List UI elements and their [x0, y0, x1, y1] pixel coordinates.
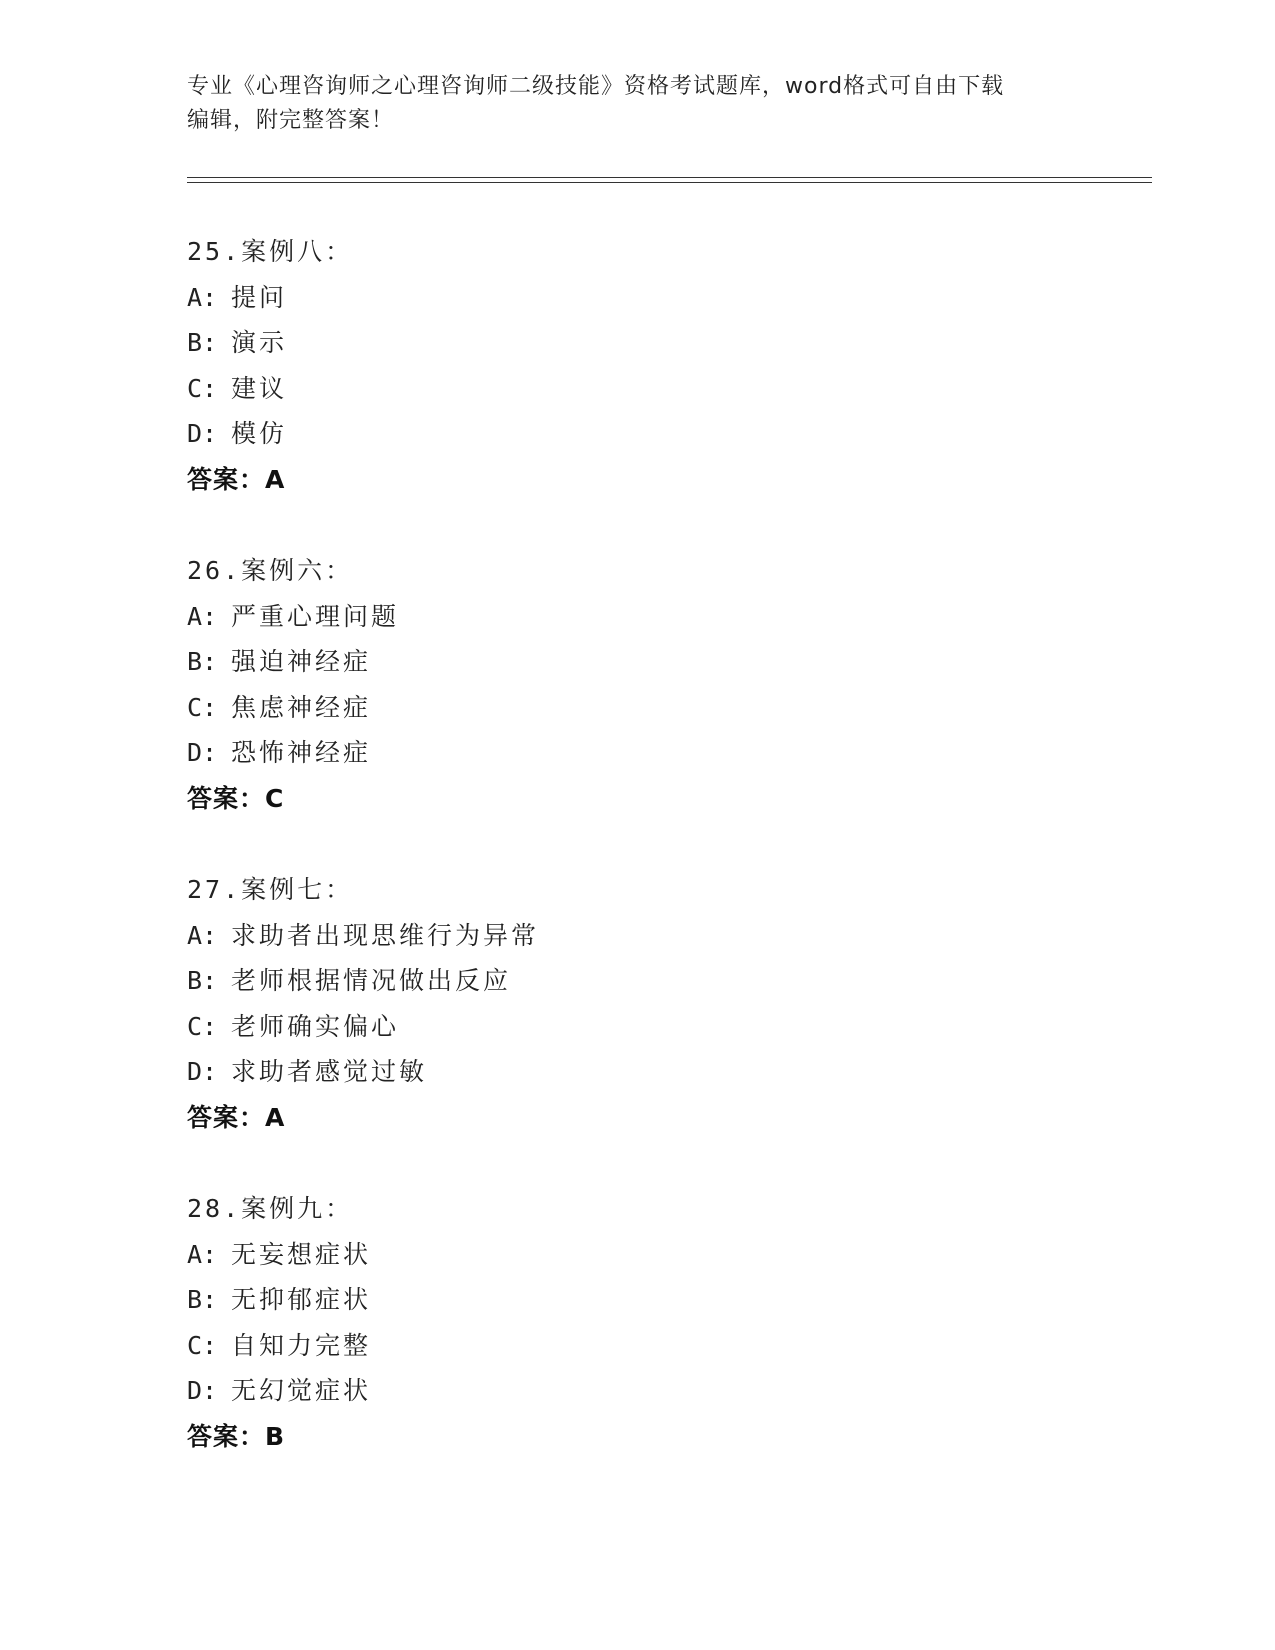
option-letter: C: — [187, 1330, 218, 1360]
option-text: 恐怖神经症 — [231, 738, 372, 767]
option-text: 强迫神经症 — [231, 647, 372, 676]
option-d — [187, 1049, 1087, 1095]
option-text: 焦虑神经症 — [231, 692, 372, 722]
option-letter: C: — [187, 1011, 218, 1041]
option-c — [187, 685, 1087, 731]
option-d — [187, 730, 1087, 776]
option-text: 求助者出现思维行为异常 — [231, 920, 540, 950]
option-a — [187, 1232, 1087, 1278]
option-letter: D: — [187, 1057, 218, 1086]
option-text: 演示 — [231, 328, 288, 357]
question-title: 28.案例九： — [187, 1194, 354, 1223]
option-text: 提问 — [231, 282, 288, 312]
header-line-2: 编辑，附完整答案！ — [187, 108, 395, 133]
question-26 — [187, 548, 1087, 821]
option-text: 模仿 — [231, 419, 288, 448]
question-27 — [187, 867, 1087, 1140]
header-divider-top — [187, 177, 1152, 178]
option-c — [187, 1004, 1087, 1050]
option-a — [187, 275, 1087, 321]
option-letter: B: — [187, 328, 218, 357]
option-text: 老师确实偏心 — [231, 1011, 400, 1041]
header-line-1: 专业《心理咨询师之心理咨询师二级技能》资格考试题库，word格式可自由下载 — [187, 74, 1005, 99]
question-25 — [187, 229, 1087, 502]
header-divider-bottom — [187, 182, 1152, 183]
option-letter: B: — [187, 1285, 218, 1314]
option-text: 无妄想症状 — [231, 1239, 372, 1269]
option-text: 自知力完整 — [231, 1330, 372, 1360]
option-a — [187, 594, 1087, 640]
option-letter: C: — [187, 692, 218, 722]
option-b — [187, 320, 1087, 366]
option-letter: C: — [187, 373, 218, 403]
answer-line: 答案：C — [187, 783, 285, 813]
option-d — [187, 1368, 1087, 1414]
option-letter: B: — [187, 966, 218, 995]
answer-line: 答案：A — [187, 464, 286, 494]
option-b — [187, 639, 1087, 685]
option-letter: A: — [187, 282, 218, 312]
option-a — [187, 913, 1087, 959]
option-text: 建议 — [231, 373, 288, 403]
option-letter: A: — [187, 920, 218, 950]
option-c — [187, 1323, 1087, 1369]
document-header — [187, 70, 1067, 138]
answer-line: 答案：B — [187, 1421, 286, 1451]
option-c — [187, 366, 1087, 412]
question-title: 26.案例六： — [187, 556, 354, 585]
option-b — [187, 958, 1087, 1004]
option-letter: A: — [187, 1239, 218, 1269]
option-letter: D: — [187, 1376, 218, 1405]
option-b — [187, 1277, 1087, 1323]
option-text: 无幻觉症状 — [231, 1376, 372, 1405]
option-text: 无抑郁症状 — [231, 1285, 372, 1314]
option-letter: D: — [187, 738, 218, 767]
answer-line: 答案：A — [187, 1102, 286, 1132]
option-text: 严重心理问题 — [231, 601, 400, 631]
option-letter: D: — [187, 419, 218, 448]
question-28 — [187, 1186, 1087, 1459]
option-letter: A: — [187, 601, 218, 631]
option-text: 求助者感觉过敏 — [231, 1057, 428, 1086]
option-d — [187, 411, 1087, 457]
option-text: 老师根据情况做出反应 — [231, 966, 512, 995]
question-title: 25.案例八： — [187, 237, 354, 266]
question-title: 27.案例七： — [187, 875, 354, 904]
option-letter: B: — [187, 647, 218, 676]
